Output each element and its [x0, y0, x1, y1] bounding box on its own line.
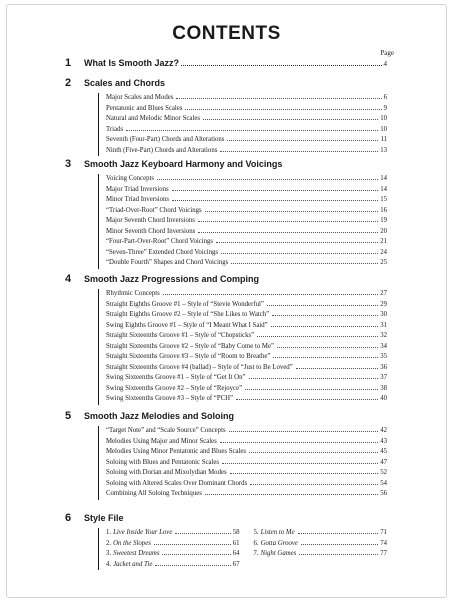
toc-entry[interactable]: Swing Eighths Groove #1 – Style of “I Meant What I Said” 31 — [106, 321, 387, 329]
toc-entry[interactable]: Triads 10 — [106, 125, 387, 133]
toc-entry[interactable]: “Seven-Three” Extended Chord Voicings 24 — [106, 248, 387, 256]
page-column-label: Page — [380, 49, 394, 57]
toc-entry[interactable]: Melodies Using Minor Pentatonic and Blues Scales 45 — [106, 448, 387, 455]
toc-entry[interactable]: Voicing Concepts 14 — [106, 175, 387, 182]
contents-page — [6, 4, 447, 598]
toc-entry[interactable]: “Four-Part-Over-Root” Chord Voicings 21 — [106, 238, 387, 245]
section-title[interactable]: Style File — [84, 513, 124, 523]
section-title[interactable]: Scales and Chords — [84, 78, 166, 88]
section-title[interactable]: Smooth Jazz Progressions and Comping — [84, 274, 260, 284]
section-number: 2 — [65, 77, 72, 89]
section-heading — [7, 273, 448, 285]
toc-entry[interactable]: 3. Sweetest Dreams 64 — [106, 550, 240, 557]
toc-entry[interactable]: Soloing with Blues and Pentatonic Scales 47 — [106, 458, 387, 466]
section-items — [98, 174, 387, 269]
section-3 — [7, 158, 448, 269]
section-4 — [7, 273, 448, 405]
toc-entry[interactable]: 7. Night Games 77 — [253, 550, 387, 557]
toc-entry[interactable]: Straight Sixteenths Groove #1 – Style of “Chopsticks” 32 — [106, 332, 387, 339]
toc-entry[interactable]: Straight Eighths Groove #1 – Style of “Stevie Wonderful” 29 — [106, 300, 387, 308]
section-heading — [7, 158, 448, 170]
toc-entry[interactable]: Pentatonic and Blues Scales 9 — [106, 104, 387, 112]
toc-entry[interactable]: “Double Fourth” Shapes and Chord Voicings 25 — [106, 259, 387, 266]
section-items — [98, 528, 387, 570]
toc-entry[interactable]: Major Triad Inversions 14 — [106, 185, 387, 193]
style-file-left-column — [106, 528, 240, 570]
section-5 — [7, 410, 448, 500]
section-heading — [7, 512, 448, 524]
page-title: CONTENTS — [172, 23, 281, 44]
toc-entry[interactable]: 5. Listen to Me 71 — [253, 529, 387, 536]
dot-leader — [181, 64, 381, 66]
toc-entry[interactable]: Natural and Melodic Minor Scales 10 — [106, 115, 387, 122]
toc-entry[interactable]: “Target Note” and “Scale Source” Concepts 42 — [106, 427, 387, 434]
toc-entry[interactable]: 1. Live Inside Your Love 58 — [106, 529, 240, 536]
section-heading — [7, 77, 448, 89]
toc-entry[interactable]: Major Scales and Modes 6 — [106, 94, 387, 101]
toc-entry[interactable]: Melodies Using Major and Minor Scales 43 — [106, 437, 387, 445]
toc-entry[interactable]: Soloing with Altered Scales Over Dominant Chords 54 — [106, 479, 387, 487]
toc-entry[interactable]: Soloing with Dorian and Mixolydian Modes 52 — [106, 469, 387, 476]
section-title[interactable]: Smooth Jazz Keyboard Harmony and Voicings — [84, 159, 283, 169]
toc-entry[interactable]: Seventh (Four-Part) Chords and Alterations 11 — [106, 136, 387, 143]
toc-entry[interactable]: 2. On the Slopes 61 — [106, 539, 240, 547]
section-items — [98, 93, 387, 156]
toc-entry[interactable]: Ninth (Five-Part) Chords and Alterations 13 — [106, 146, 387, 154]
toc-entry[interactable]: Combining All Soloing Techniques 56 — [106, 490, 387, 497]
toc-entry[interactable]: Minor Triad Inversions 15 — [106, 196, 387, 203]
toc-entry[interactable]: Straight Sixteenths Groove #2 – Style of “Baby Come to Me” 34 — [106, 342, 387, 350]
section-heading — [7, 410, 448, 422]
style-file-right-column — [254, 528, 388, 570]
section-items — [98, 289, 387, 405]
toc-entry[interactable]: 4. Jacket and Tie 67 — [106, 560, 240, 568]
toc-entry[interactable]: “Triad-Over-Root” Chord Voicings 16 — [106, 206, 387, 214]
section-page-number: 4 — [383, 60, 387, 68]
section-number: 4 — [65, 273, 72, 285]
toc-entry[interactable]: Straight Eighths Groove #2 – Style of “She Likes to Watch” 30 — [106, 311, 387, 318]
toc-entry[interactable]: Swing Sixteenths Groove #3 – Style of “PCH” 40 — [106, 395, 387, 402]
section-heading — [7, 57, 448, 69]
toc-entry[interactable]: Minor Seventh Chord Inversions 20 — [106, 227, 387, 235]
section-6 — [7, 512, 448, 570]
toc-entry[interactable]: Swing Sixteenths Groove #1 – Style of “Get It On” 37 — [106, 374, 387, 381]
toc-entry[interactable]: Straight Sixteenths Groove #3 – Style of “Room to Breathe” 35 — [106, 353, 387, 360]
section-number: 1 — [65, 57, 72, 69]
section-2 — [7, 77, 448, 156]
toc-entry[interactable]: Straight Sixteenths Groove #4 (ballad) – Style of “Just to Be Loved” 36 — [106, 363, 387, 371]
section-title[interactable]: Smooth Jazz Melodies and Soloing — [84, 411, 235, 421]
toc-entry[interactable]: Rhythmic Concepts 27 — [106, 290, 387, 297]
section-1 — [7, 57, 448, 69]
section-number: 6 — [65, 512, 72, 524]
section-items — [98, 426, 387, 500]
toc-entry[interactable]: 6. Gotta Groove 74 — [253, 539, 387, 547]
section-title[interactable]: What Is Smooth Jazz? — [84, 58, 180, 68]
section-number: 3 — [65, 158, 72, 170]
toc-entry[interactable]: Swing Sixteenths Groove #2 – Style of “Rejoyce” 38 — [106, 384, 387, 392]
toc-entry[interactable]: Major Seventh Chord Inversions 19 — [106, 217, 387, 224]
section-number: 5 — [65, 410, 72, 422]
